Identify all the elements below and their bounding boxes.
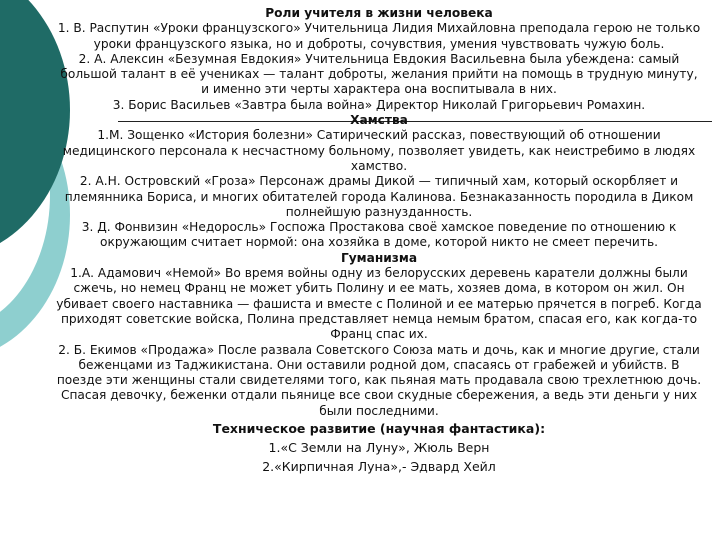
section-heading-tech: Техническое развитие (научная фантастика): bbox=[212, 421, 546, 437]
teacher-item-3: 3. Борис Васильев «Завтра была война» Директор Николай Григорьевич Ромахин. bbox=[112, 97, 646, 112]
boorishness-item-1: 1.М. Зощенко «История болезни» Сатирический рассказ, повествующий об отношении медицинского персонала к несчастному больному, позволяет увидеть, как неистребимо в людях хамство. bbox=[62, 128, 696, 173]
slide-content bbox=[55, 6, 703, 476]
humanism-item-1: 1.А. Адамович «Немой» Во время войны одну из белорусских деревень каратели должны были сжечь, но немец Франц не может убить Полину и ее мать, хозяев дома, в котором он жил. Он убивает своего наставника — фашиста и вместе с Полиной и ее матерью прячется в погреб. Когда приходят советские войска, Полина представляет немца немым братом, спасая его, как когда-то Франц спас их. bbox=[56, 266, 702, 342]
tech-item-2: 2.«Кирпичная Луна»,- Эдвард Хейл bbox=[262, 459, 496, 475]
section-heading-humanism: Гуманизма bbox=[340, 250, 418, 265]
boorishness-item-2: 2. А.Н. Островский «Гроза» Персонаж драмы Дикой — типичный хам, который оскорбляет и племянника Бориса, и многих обитателей города Калинова. Безнаказанность породила в Диком полнейшую разнузданность. bbox=[64, 174, 694, 219]
tech-item-1: 1.«С Земли на Луну», Жюль Верн bbox=[268, 440, 490, 456]
slide-title: Роли учителя в жизни человека bbox=[265, 6, 493, 20]
humanism-item-2: 2. Б. Екимов «Продажа» После развала Советского Союза мать и дочь, как и многие другие, стали беженцами из Таджикистана. Они оставили родной дом, спасаясь от грабежей и убийств. В поезде эти женщины стали свидетелями того, как пьяная мать продавала свою трехлетнюю дочь. Спасая девочку, беженки отдали пьянице все свои скудные сбережения, а ведь эти деньги у них были последними. bbox=[56, 342, 702, 418]
section-heading-boorishness: Хамства bbox=[350, 113, 408, 128]
teacher-item-2: 2. А. Алексин «Безумная Евдокия» Учительница Евдокия Васильевна была убеждена: самый большой талант в её учениках — талант доброты, желания прийти на помощь в трудную минуту, и именно эти черты характера она воспитывала в них. bbox=[60, 51, 698, 97]
teacher-item-1: 1. В. Распутин «Уроки французского» Учительница Лидия Михайловна преподала герою не только уроки французского языка, но и доброты, сочувствия, умения чувствовать чужую боль. bbox=[57, 21, 701, 51]
boorishness-item-3: 3. Д. Фонвизин «Недоросль» Госпожа Простакова своё хамское поведение по отношению к окружающим считает нормой: она хозяйка в доме, которой никто не смеет перечить. bbox=[81, 220, 677, 250]
